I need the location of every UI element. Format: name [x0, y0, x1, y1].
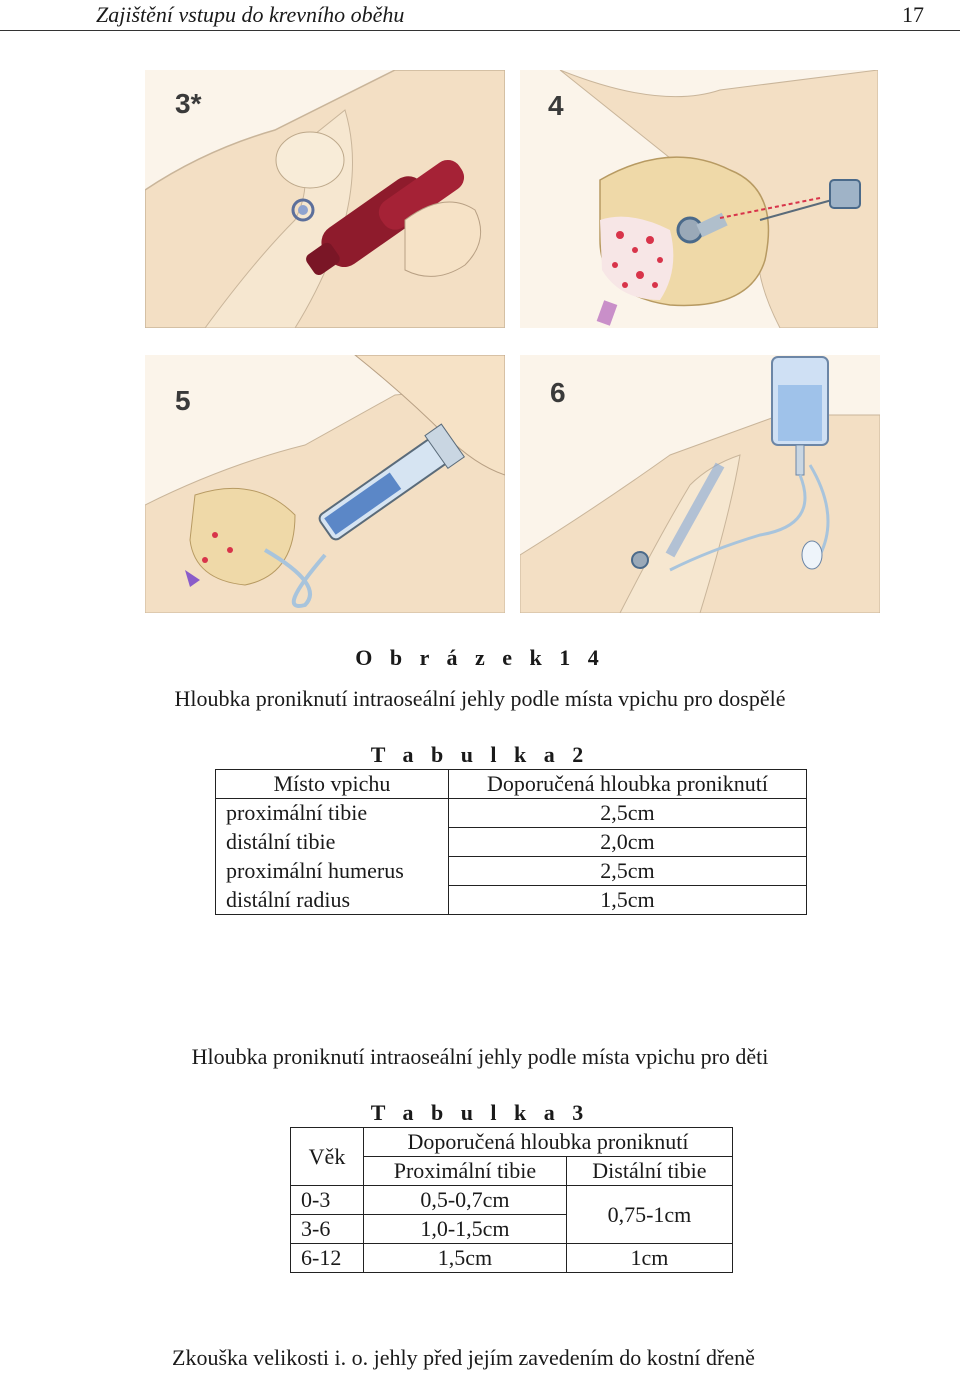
depth-cell: 2,5cm: [449, 857, 807, 886]
distal-cell: 1cm: [566, 1244, 732, 1273]
site-cell: proximální humerus: [216, 857, 449, 886]
page-header: [0, 0, 960, 31]
depth-header: Doporučená hloubka proniknutí: [364, 1128, 733, 1157]
adult-depth-heading: Hloubka proniknutí intraoseální jehly podle místa vpichu pro dospělé: [174, 686, 786, 711]
syringe-aspiration-illustration: [145, 355, 505, 613]
table-row: [216, 799, 807, 828]
figure-label: O b r á z e k 1 4: [355, 645, 605, 670]
table-row: [216, 886, 807, 915]
distal-merged-cell: 0,75-1cm: [566, 1186, 732, 1244]
site-cell: distální radius: [216, 886, 449, 915]
age-header: Věk: [291, 1128, 364, 1186]
table-row: [216, 857, 807, 886]
column-header: Místo vpichu: [216, 770, 449, 799]
panel-number: 5: [175, 385, 191, 416]
figure-panel-5: [145, 355, 505, 613]
table-row: [291, 1186, 733, 1215]
adult-depth-table: [215, 769, 807, 915]
table-row: [216, 828, 807, 857]
depth-cell: 2,5cm: [449, 799, 807, 828]
proximal-cell: 1,5cm: [364, 1244, 567, 1273]
age-cell: 6-12: [291, 1244, 364, 1273]
needle-in-bone-illustration: [520, 70, 878, 328]
proximal-cell: 0,5-0,7cm: [364, 1186, 567, 1215]
needle-size-caption: Zkouška velikosti i. o. jehly před jejím zavedením do kostní dřeně: [172, 1345, 755, 1370]
table-3-label: T a b u l k a 3: [370, 1100, 590, 1125]
page-number: 17: [902, 2, 924, 27]
distal-tibia-header: Distální tibie: [566, 1157, 732, 1186]
depth-cell: 2,0cm: [449, 828, 807, 857]
proximal-cell: 1,0-1,5cm: [364, 1215, 567, 1244]
panel-number: 3*: [175, 88, 202, 119]
figure-panel-3: [145, 70, 505, 328]
panel-number: 6: [550, 377, 566, 408]
proximal-tibia-header: Proximální tibie: [364, 1157, 567, 1186]
panel-number: 4: [548, 90, 564, 121]
figure-panel-6: [520, 355, 880, 613]
table-header-row: [291, 1128, 733, 1157]
age-cell: 0-3: [291, 1186, 364, 1215]
column-header: Doporučená hloubka proniknutí: [449, 770, 807, 799]
table-row: [291, 1244, 733, 1273]
figure-panel-4: [520, 70, 878, 328]
table-header-row: [216, 770, 807, 799]
infusion-bag-illustration: [520, 355, 880, 613]
age-cell: 3-6: [291, 1215, 364, 1244]
site-cell: proximální tibie: [216, 799, 449, 828]
chapter-title: Zajištění vstupu do krevního oběhu: [96, 2, 405, 27]
depth-cell: 1,5cm: [449, 886, 807, 915]
child-depth-table: [290, 1127, 733, 1273]
site-cell: distální tibie: [216, 828, 449, 857]
table-2-label: T a b u l k a 2: [370, 742, 590, 767]
child-depth-heading: Hloubka proniknutí intraoseální jehly podle místa vpichu pro děti: [191, 1044, 769, 1069]
